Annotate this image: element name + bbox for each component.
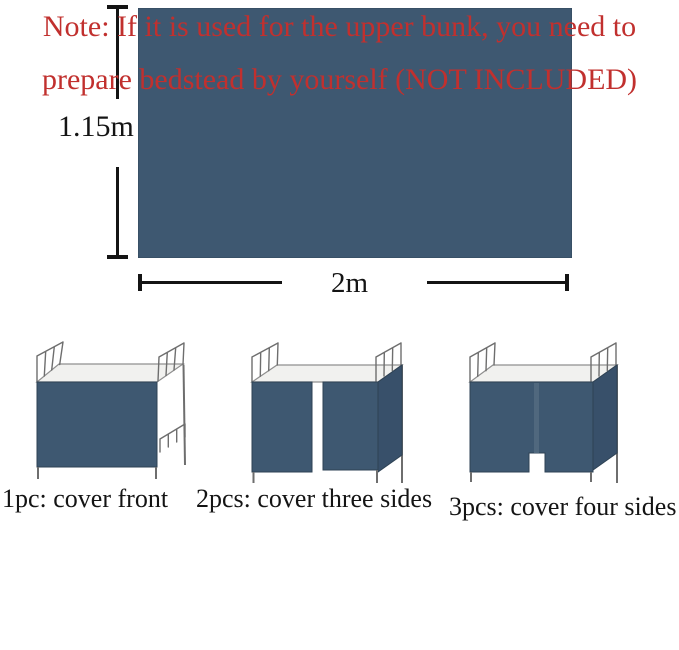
caption-cover-four-sides: 3pcs: cover four sides bbox=[449, 492, 677, 521]
bed-illustration-cover-four-sides bbox=[460, 335, 650, 485]
bed3-mattress-top bbox=[470, 365, 617, 382]
bed3-side-curtain bbox=[593, 365, 617, 470]
caption-cover-three-sides: 2pcs: cover three sides bbox=[196, 484, 433, 513]
bed1-front-curtain bbox=[37, 382, 157, 467]
bed1-lower-right-railing bbox=[160, 424, 185, 452]
bed3-front-curtain bbox=[470, 382, 593, 472]
bed2-front-right-curtain bbox=[323, 382, 378, 470]
height-label: 1.15m bbox=[58, 110, 134, 143]
note-line-1: Note: If it is used for the upper bunk, you need to bbox=[42, 10, 637, 43]
height-dim-cap-bottom bbox=[107, 255, 128, 259]
width-dim-cap-right bbox=[565, 274, 569, 291]
note-line-2: prepare bedstead by yourself (NOT INCLUDED) bbox=[41, 63, 638, 96]
bed1-mattress-top bbox=[37, 364, 183, 382]
bed2-side-curtain bbox=[378, 365, 402, 472]
bed1-back-right-leg bbox=[184, 365, 186, 466]
width-label: 2m bbox=[331, 267, 369, 299]
bed2-mattress-top bbox=[252, 365, 402, 382]
bed2-front-left-curtain bbox=[252, 382, 312, 472]
note-text bbox=[0, 0, 679, 106]
width-dim-line-right bbox=[427, 281, 567, 284]
bed-illustration-cover-three-sides bbox=[245, 335, 435, 485]
width-dim-line-left bbox=[141, 281, 282, 284]
caption-cover-front: 1pc: cover front bbox=[2, 484, 169, 513]
height-dim-line-lower bbox=[116, 167, 119, 257]
bed-illustration-cover-front bbox=[20, 335, 210, 485]
